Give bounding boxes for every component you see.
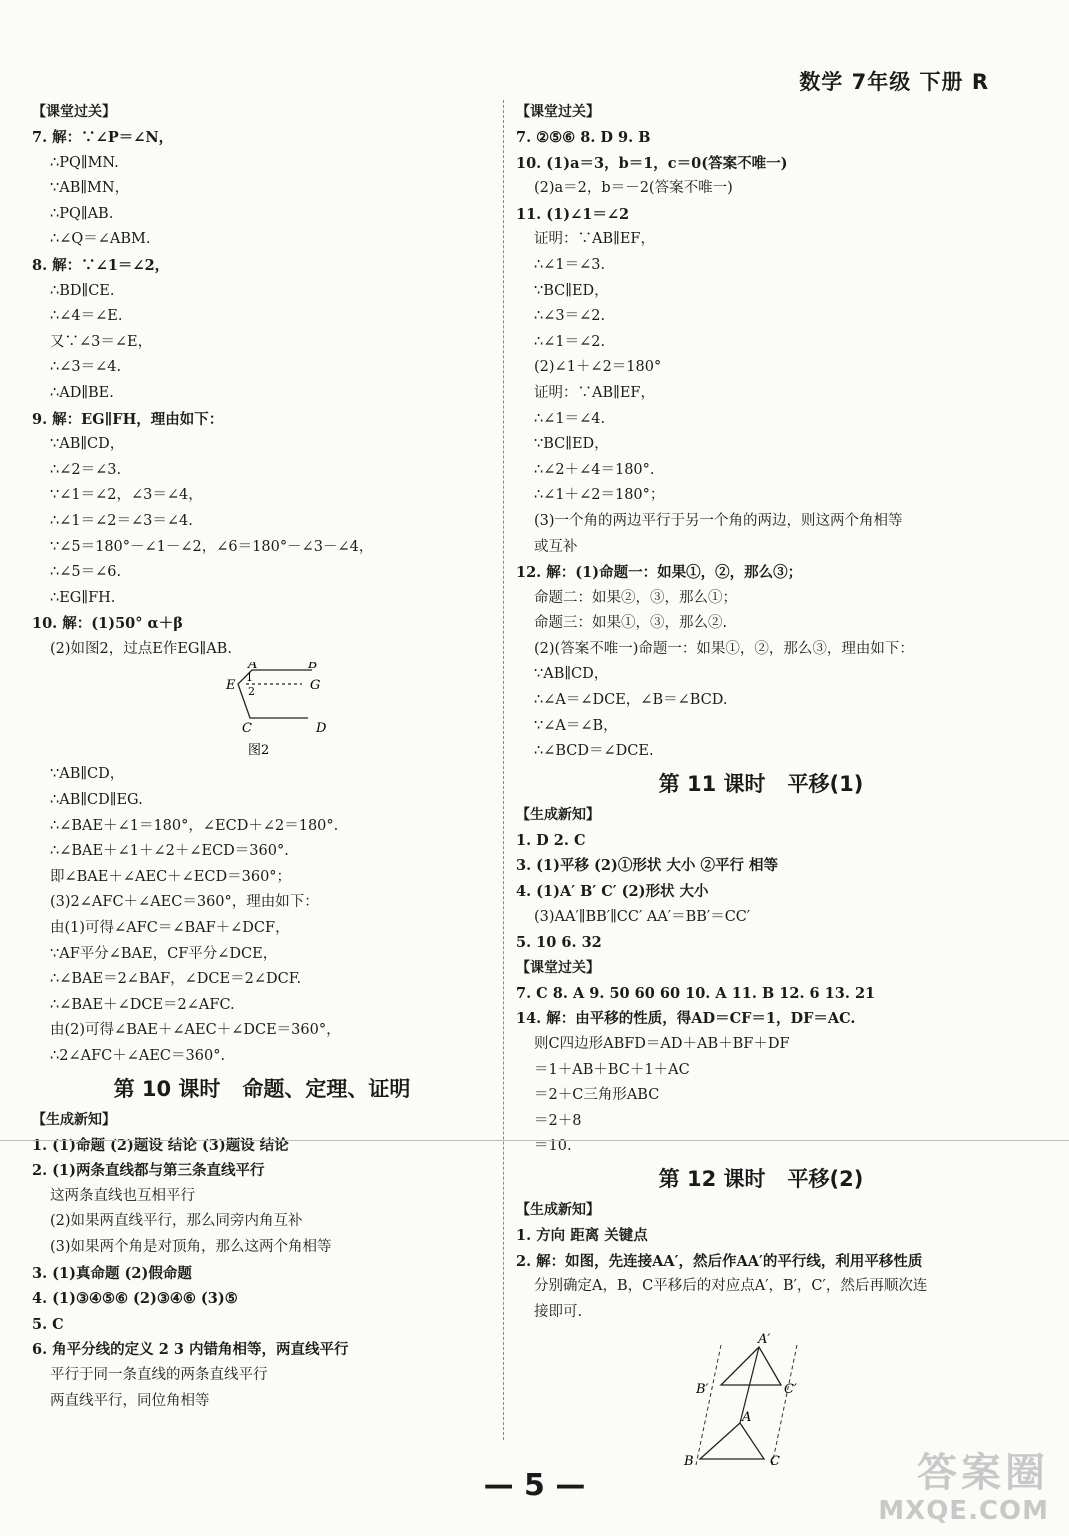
answer-line: 或互补 bbox=[534, 538, 578, 555]
label-b-prime: B′ bbox=[696, 1382, 709, 1398]
answer-line: ＝1＋AB＋BC＋1＋AC bbox=[534, 1061, 690, 1078]
lesson-12-name: 平移(2) bbox=[787, 1166, 864, 1191]
answer-line: 平行于同一条直线的两条直线平行 bbox=[50, 1366, 268, 1383]
page-number: — 5 — bbox=[483, 1468, 586, 1503]
left-answers-b bbox=[32, 762, 492, 1069]
answer-line: ＝2＋8 bbox=[534, 1112, 582, 1129]
answer-line: ∴2∠AFC＋∠AEC＝360°. bbox=[50, 1048, 226, 1064]
answer-line: 8. 解：∵∠1＝∠2， bbox=[32, 256, 170, 274]
answer-line: 命题三：如果①，③，那么②. bbox=[534, 615, 728, 632]
answer-line: ∴∠BAE＋∠1＋∠2＋∠ECD＝360°. bbox=[50, 843, 289, 860]
answer-line: ∵AB∥MN， bbox=[50, 180, 130, 197]
answer-line: 又∵∠3＝∠E， bbox=[50, 333, 153, 350]
watermark bbox=[849, 1450, 1049, 1530]
lesson-10-number: 第 10 课时 bbox=[113, 1076, 221, 1101]
fig2-label-1: 1 bbox=[246, 671, 253, 685]
answer-line: 12. 解：(1)命题一：如果①，②，那么③； bbox=[516, 564, 803, 582]
answer-line: 证明：∵AB∥EF， bbox=[534, 231, 655, 248]
left-answers-a bbox=[32, 100, 492, 662]
answer-line: 2. 解：如图，先连接AA′，然后作AA′的平行线，利用平移性质 bbox=[516, 1252, 923, 1270]
answer-line: ∵∠5＝180°－∠1－∠2，∠6＝180°－∠3－∠4， bbox=[50, 538, 374, 555]
answer-line: 2. (1)两条直线都与第三条直线平行 bbox=[32, 1162, 265, 1180]
answer-line: ∴∠BCD＝∠DCE. bbox=[534, 743, 654, 760]
answer-line: 4. (1)A′ B′ C′ (2)形状 大小 bbox=[516, 883, 709, 901]
left-answers-c bbox=[32, 1108, 492, 1415]
answer-line: (3)一个角的两边平行于另一个角的两边，则这两个角相等 bbox=[534, 512, 903, 529]
answer-line: ∴∠BAE＋∠DCE＝2∠AFC. bbox=[50, 996, 235, 1013]
answer-line: 这两条直线也互相平行 bbox=[50, 1187, 195, 1204]
lesson-11-name: 平移(1) bbox=[787, 771, 864, 796]
watermark-logo-text: 答案圈 bbox=[917, 1450, 1049, 1496]
section-heading: 【生成新知】 bbox=[516, 1201, 600, 1218]
label-a-prime: A′ bbox=[758, 1332, 771, 1348]
answer-line: 两直线平行，同位角相等 bbox=[50, 1392, 210, 1409]
watermark-url: MXQE.COM bbox=[878, 1496, 1049, 1526]
answer-line: ∴AD∥BE. bbox=[50, 384, 114, 401]
fig2-label-2: 2 bbox=[248, 685, 255, 699]
answer-line: ＝2＋C三角形ABC bbox=[534, 1087, 660, 1104]
answer-line: 5. C bbox=[32, 1315, 64, 1333]
answer-line: ∴BD∥CE. bbox=[50, 282, 115, 299]
section-heading: 【生成新知】 bbox=[32, 1111, 116, 1128]
fig2-label-g: G bbox=[310, 678, 321, 694]
answer-line: (2)如图2，过点E作EG∥AB. bbox=[50, 640, 232, 657]
paper-crease bbox=[0, 1140, 1069, 1141]
answer-line: 1. (1)命题 (2)题设 结论 (3)题设 结论 bbox=[32, 1136, 289, 1154]
answer-line: ∴∠1＋∠2＝180°； bbox=[534, 487, 665, 504]
right-column bbox=[516, 100, 1006, 1475]
answer-line: (2)∠1＋∠2＝180° bbox=[534, 359, 662, 376]
answer-line: ∴∠BAE＋∠1＝180°，∠ECD＋∠2＝180°. bbox=[50, 817, 339, 834]
answer-line: 11. (1)∠1＝∠2 bbox=[516, 205, 630, 223]
answer-line: ∵AF平分∠BAE，CF平分∠DCE， bbox=[50, 945, 278, 962]
answer-line: 3. (1)平移 (2)①形状 大小 ②平行 相等 bbox=[516, 857, 778, 875]
fig2-label-a: A bbox=[248, 662, 258, 673]
answer-line: 7. ②⑤⑥ 8. D 9. B bbox=[516, 129, 651, 146]
answer-line: (2)如果两直线平行，那么同旁内角互补 bbox=[50, 1213, 303, 1230]
answer-line: 证明：∵AB∥EF， bbox=[534, 384, 655, 401]
answer-line: 10. (1)a＝3，b＝1，c＝0(答案不唯一) bbox=[516, 154, 788, 172]
answer-line: ∴∠BAE＝2∠BAF，∠DCE＝2∠DCF. bbox=[50, 971, 302, 988]
answer-line: 即∠BAE＋∠AEC＋∠ECD＝360°； bbox=[50, 868, 292, 885]
section-heading: 【生成新知】 bbox=[516, 806, 600, 823]
answer-line: 3. (1)真命题 (2)假命题 bbox=[32, 1264, 192, 1282]
answer-line: ∴∠3＝∠4. bbox=[50, 359, 122, 376]
answer-line: ∵∠A＝∠B， bbox=[534, 717, 618, 734]
answer-line: ∴∠1＝∠2＝∠3＝∠4. bbox=[50, 512, 193, 529]
answer-line: ∴∠Q＝∠ABM. bbox=[50, 231, 151, 248]
figure-2-diagram bbox=[32, 662, 492, 762]
answer-line: 由(1)可得∠AFC＝∠BAF＋∠DCF， bbox=[50, 920, 290, 937]
answer-line: ∴∠2＝∠3. bbox=[50, 461, 122, 478]
page-header: 数学 7年级 下册 R bbox=[799, 70, 989, 94]
answer-line: ∵AB∥CD， bbox=[50, 436, 125, 453]
answer-line: (2)(答案不唯一)命题一：如果①，②，那么③，理由如下： bbox=[534, 640, 914, 657]
answer-line: ∴PQ∥MN. bbox=[50, 154, 119, 171]
lesson-10-name: 命题、定理、证明 bbox=[242, 1076, 411, 1101]
section-heading: 【课堂过关】 bbox=[32, 104, 116, 120]
answer-line: 14. 解：由平移的性质，得AD＝CF＝1，DF＝AC. bbox=[516, 1010, 856, 1028]
answer-line: 4. (1)③④⑤⑥ (2)③④⑥ (3)⑤ bbox=[32, 1290, 238, 1308]
answer-line: ∵AB∥CD， bbox=[50, 766, 125, 783]
label-b: B bbox=[684, 1454, 694, 1470]
answer-line: 分别确定A，B，C平移后的对应点A′，B′，C′，然后再顺次连 bbox=[534, 1278, 928, 1295]
answer-line: 9. 解：EG∥FH，理由如下： bbox=[32, 410, 224, 428]
answer-line: ∴PQ∥AB. bbox=[50, 205, 114, 222]
answer-line: ∵BC∥ED， bbox=[534, 282, 609, 299]
answer-line: 6. 角平分线的定义 2 3 内错角相等，两直线平行 bbox=[32, 1341, 349, 1359]
section-heading: 【课堂过关】 bbox=[516, 104, 600, 120]
answer-line: ∴∠1＝∠3. bbox=[534, 256, 606, 273]
answer-line: ∵∠1＝∠2，∠3＝∠4， bbox=[50, 487, 203, 504]
left-column bbox=[32, 100, 492, 1414]
answer-line: 1. D 2. C bbox=[516, 831, 586, 849]
lesson-10-title bbox=[32, 1070, 492, 1108]
fig2-label-b: B bbox=[308, 662, 318, 673]
answer-line: 命题二：如果②，③，那么①； bbox=[534, 589, 737, 606]
answer-line: ∴∠2＋∠4＝180°. bbox=[534, 461, 655, 478]
answer-line: (2)a＝2，b＝－2(答案不唯一) bbox=[534, 180, 733, 197]
answer-line: (3)2∠AFC＋∠AEC＝360°，理由如下： bbox=[50, 894, 319, 911]
answer-line: 则C四边形ABFD＝AD＋AB＋BF＋DF bbox=[534, 1036, 790, 1052]
answer-line: 7. C 8. A 9. 50 60 60 10. A 11. B 12. 6 13. 21 bbox=[516, 984, 876, 1002]
fig2-label-e: E bbox=[226, 678, 236, 694]
right-answers-b bbox=[516, 803, 1006, 1160]
answer-line: 1. 方向 距离 关键点 bbox=[516, 1226, 648, 1244]
answer-line: ∴∠3＝∠2. bbox=[534, 308, 606, 325]
answer-line: ∴∠4＝∠E. bbox=[50, 308, 123, 325]
answer-line: ∴∠5＝∠6. bbox=[50, 564, 122, 581]
answer-line: ∵BC∥ED， bbox=[534, 436, 609, 453]
answer-line: (3)AA′∥BB′∥CC′ AA′＝BB′＝CC′ bbox=[534, 908, 751, 925]
fig2-label-d: D bbox=[316, 721, 327, 737]
answer-line: 由(2)可得∠BAE＋∠AEC＋∠DCE＝360°， bbox=[50, 1022, 341, 1039]
answer-line: ∴EG∥FH. bbox=[50, 589, 116, 606]
right-answers-a bbox=[516, 100, 1006, 765]
answer-line: 5. 10 6. 32 bbox=[516, 934, 602, 952]
answer-line: 7. 解：∵∠P＝∠N， bbox=[32, 129, 174, 146]
answer-line: ∴∠1＝∠4. bbox=[534, 410, 606, 427]
answer-line: (3)如果两个角是对顶角，那么这两个角相等 bbox=[50, 1238, 332, 1255]
answer-line: ∴AB∥CD∥EG. bbox=[50, 792, 143, 809]
lesson-11-title bbox=[516, 765, 1006, 803]
lesson-12-number: 第 12 课时 bbox=[658, 1166, 766, 1191]
lesson-12-title bbox=[516, 1160, 1006, 1198]
figure-2 bbox=[32, 662, 492, 762]
right-answers-c bbox=[516, 1198, 1006, 1325]
fig2-label-c: C bbox=[242, 721, 252, 737]
figure-2-caption: 图2 bbox=[248, 743, 270, 759]
answer-line: ∴∠1＝∠2. bbox=[534, 333, 606, 350]
section-heading: 【课堂过关】 bbox=[516, 959, 600, 976]
column-divider bbox=[503, 100, 504, 1440]
lesson-11-number: 第 11 课时 bbox=[658, 771, 766, 796]
label-c-prime: C′ bbox=[784, 1382, 797, 1398]
label-a: A bbox=[742, 1410, 752, 1426]
answer-line: 接即可. bbox=[534, 1303, 583, 1320]
answer-line: ∵AB∥CD， bbox=[534, 666, 609, 683]
answer-line: ＝10. bbox=[534, 1138, 572, 1155]
label-c: C bbox=[770, 1454, 780, 1470]
answer-line: 10. 解：(1)50° α＋β bbox=[32, 615, 183, 633]
answer-line: ∴∠A＝∠DCE，∠B＝∠BCD. bbox=[534, 692, 728, 709]
